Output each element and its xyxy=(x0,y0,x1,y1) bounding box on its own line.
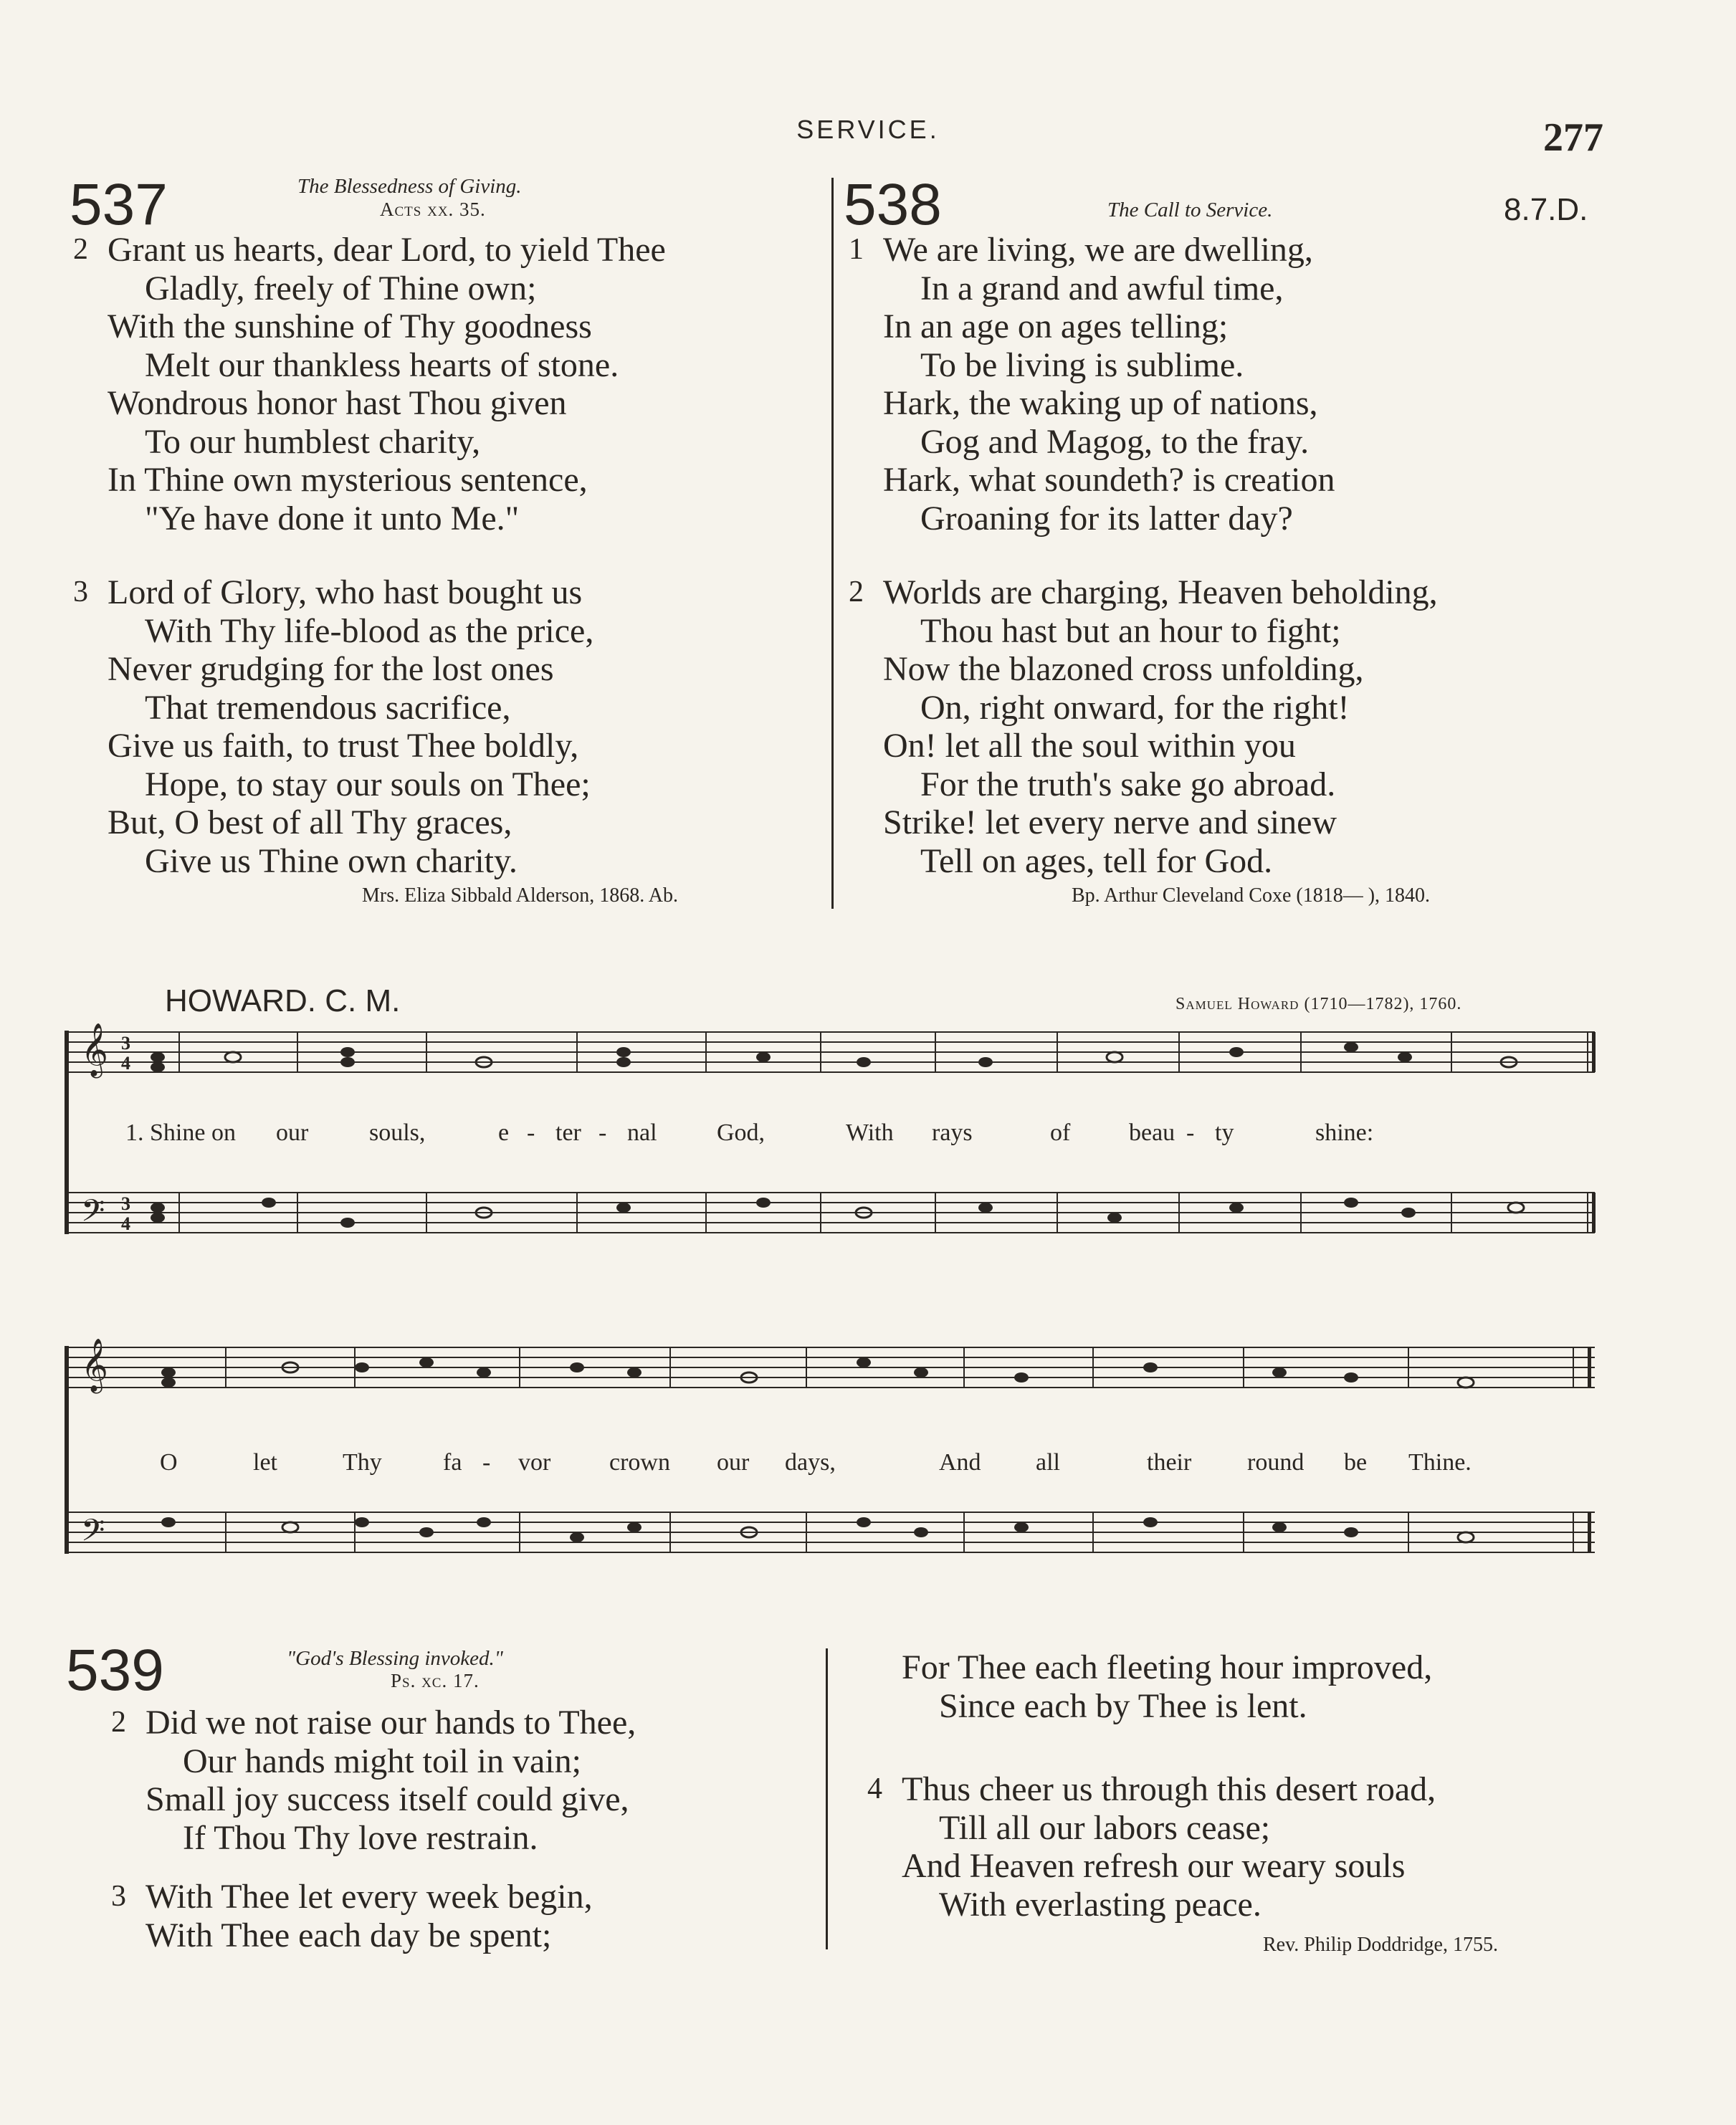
hymn-number: 538 xyxy=(844,172,942,237)
lyric-syllable: our xyxy=(276,1119,309,1146)
verse-line: Lord of Glory, who hast bought us xyxy=(108,573,583,611)
svg-text:𝄞: 𝄞 xyxy=(81,1023,108,1076)
verse-line: Tell on ages, tell for God. xyxy=(920,841,1273,880)
hymn-number: 537 xyxy=(70,172,168,237)
verse-line: Gladly, freely of Thine own; xyxy=(145,269,537,307)
verse-line: Grant us hearts, dear Lord, to yield Thee xyxy=(108,231,666,269)
verse-line: On, right onward, for the right! xyxy=(920,688,1350,727)
lyric-syllable: be xyxy=(1344,1449,1368,1476)
lyric-syllable: ty xyxy=(1215,1119,1234,1146)
verse-line: And Heaven refresh our weary souls xyxy=(902,1847,1406,1885)
verse-line: We are living, we are dwelling, xyxy=(883,231,1313,269)
lyric-syllable: - xyxy=(527,1119,535,1146)
lyric-syllable: beau xyxy=(1129,1119,1175,1146)
verse-line: Small joy success itself could give, xyxy=(146,1780,629,1818)
lyric-syllable: - xyxy=(598,1119,607,1146)
lyric-syllable: crown xyxy=(609,1449,670,1476)
author-attribution: Bp. Arthur Cleveland Coxe (1818— ), 1840. xyxy=(1072,884,1431,907)
verse-line: Did we not raise our hands to Thee, xyxy=(146,1704,636,1742)
lyric-syllable: With xyxy=(846,1119,894,1146)
svg-text:3: 3 xyxy=(121,1193,130,1214)
lyric-syllable: let xyxy=(253,1449,277,1476)
lyric-syllable: e xyxy=(498,1119,510,1146)
hymn-title: The Blessedness of Giving. xyxy=(297,175,522,198)
lyric-syllable: souls, xyxy=(369,1119,426,1146)
verse-line: With Thee each day be spent; xyxy=(146,1916,552,1954)
scripture-reference: Ps. xc. 17. xyxy=(391,1670,480,1691)
lyric-syllable: days, xyxy=(785,1449,836,1476)
verse-line: Never grudging for the lost ones xyxy=(108,650,554,688)
verse-line: If Thou Thy love restrain. xyxy=(183,1818,538,1857)
verse-line: "Ye have done it unto Me." xyxy=(145,499,520,538)
verse-line: Gog and Magog, to the fray. xyxy=(920,422,1310,461)
running-header: SERVICE. xyxy=(796,115,940,144)
lyric-syllable: all xyxy=(1036,1449,1060,1476)
verse-line: With everlasting peace. xyxy=(939,1885,1262,1924)
verse-line: With Thee let every week begin, xyxy=(146,1878,593,1916)
tune-name: HOWARD. C. M. xyxy=(165,983,401,1018)
lyric-syllable: - xyxy=(482,1449,491,1476)
verse-line: In a grand and awful time, xyxy=(920,269,1284,307)
stanza xyxy=(73,573,594,880)
verse-line: In Thine own mysterious sentence, xyxy=(108,461,588,499)
verse-line: With the sunshine of Thy goodness xyxy=(108,307,592,345)
lyric-syllable: O xyxy=(160,1449,178,1476)
verse-line: Since each by Thee is lent. xyxy=(939,1686,1307,1725)
stanza xyxy=(867,1770,1436,1924)
page-number: 277 xyxy=(1543,115,1603,160)
stanza-number: 4 xyxy=(867,1772,882,1805)
svg-text:𝄢: 𝄢 xyxy=(81,1513,105,1556)
verse-line: Give us faith, to trust Thee boldly, xyxy=(108,727,579,765)
verse-line: That tremendous sacrifice, xyxy=(145,688,511,727)
svg-text:𝄞: 𝄞 xyxy=(81,1339,108,1392)
svg-text:4: 4 xyxy=(121,1213,130,1234)
lyric-syllable: rays xyxy=(932,1119,973,1146)
scripture-reference: Acts xx. 35. xyxy=(380,199,486,220)
lyric-syllable: shine: xyxy=(1315,1119,1374,1146)
verse-line: To be living is sublime. xyxy=(920,345,1244,384)
lyric-syllable: Thine. xyxy=(1408,1449,1472,1476)
stanza xyxy=(111,1704,636,1857)
stanza-number: 2 xyxy=(73,233,88,266)
lyric-syllable: fa xyxy=(443,1449,462,1476)
verse-line: Till all our labors cease; xyxy=(939,1808,1271,1847)
stanza xyxy=(73,231,666,538)
lyric-syllable: 1. Shine on xyxy=(125,1119,236,1146)
verse-line: Our hands might toil in vain; xyxy=(183,1742,581,1780)
verse-line: Worlds are charging, Heaven beholding, xyxy=(883,573,1438,611)
verse-line: Groaning for its latter day? xyxy=(920,499,1293,538)
stanza-number: 2 xyxy=(849,576,864,608)
verse-line: Melt our thankless hearts of stone. xyxy=(145,345,619,384)
stanza-number: 3 xyxy=(111,1880,126,1913)
lyric-syllable: And xyxy=(939,1449,981,1476)
stanza xyxy=(902,1648,1432,1725)
lyrics-line-1 xyxy=(125,1119,1559,1147)
lyric-syllable: - xyxy=(1186,1119,1195,1146)
stanza xyxy=(111,1878,593,1954)
hymn-title: The Call to Service. xyxy=(1107,199,1273,221)
lyric-syllable: ter xyxy=(555,1119,581,1146)
stanza xyxy=(849,231,1335,538)
column-divider xyxy=(826,1648,828,1949)
verse-line: With Thy life-blood as the price, xyxy=(145,611,594,650)
verse-line: For the truth's sake go abroad. xyxy=(920,765,1336,803)
verse-line: Hark, what soundeth? is creation xyxy=(883,461,1335,499)
lyric-syllable: nal xyxy=(627,1119,657,1146)
author-attribution: Mrs. Eliza Sibbald Alderson, 1868. Ab. xyxy=(362,884,678,907)
verse-line: Give us Thine own charity. xyxy=(145,841,518,880)
hymn-title: "God's Blessing invoked." xyxy=(287,1647,503,1670)
svg-text:𝄢: 𝄢 xyxy=(81,1193,105,1236)
stanza xyxy=(849,573,1438,880)
lyric-syllable: God, xyxy=(717,1119,766,1146)
verse-line: But, O best of all Thy graces, xyxy=(108,803,512,841)
verse-line: Thus cheer us through this desert road, xyxy=(902,1770,1436,1808)
verse-line: Strike! let every nerve and sinew xyxy=(883,803,1337,841)
stanza-number: 3 xyxy=(73,576,88,608)
svg-text:3: 3 xyxy=(121,1033,130,1054)
lyric-syllable: vor xyxy=(518,1449,551,1476)
tune-composer: Samuel Howard (1710—1782), 1760. xyxy=(1175,995,1462,1013)
verse-line: To our humblest charity, xyxy=(145,422,481,461)
lyric-syllable: of xyxy=(1050,1119,1071,1146)
lyric-syllable: Thy xyxy=(343,1449,382,1476)
verse-line: In an age on ages telling; xyxy=(883,307,1229,345)
stanza-number: 1 xyxy=(849,233,864,266)
stanza-number: 2 xyxy=(111,1706,126,1739)
meter: 8.7.D. xyxy=(1504,192,1588,227)
author-attribution: Rev. Philip Doddridge, 1755. xyxy=(1263,1934,1498,1956)
verse-line: Thou hast but an hour to fight; xyxy=(920,611,1341,650)
lyric-syllable: their xyxy=(1147,1449,1192,1476)
verse-line: Now the blazoned cross unfolding, xyxy=(883,650,1364,688)
lyrics-line-2 xyxy=(160,1449,1579,1476)
verse-line: Hope, to stay our souls on Thee; xyxy=(145,765,591,803)
verse-line: Wondrous honor hast Thou given xyxy=(108,384,567,422)
verse-line: Hark, the waking up of nations, xyxy=(883,384,1318,422)
verse-line: On! let all the soul within you xyxy=(883,727,1296,765)
verse-line: For Thee each fleeting hour improved, xyxy=(902,1648,1433,1686)
lyric-syllable: round xyxy=(1247,1449,1305,1476)
svg-text:4: 4 xyxy=(121,1053,130,1074)
column-divider xyxy=(831,178,834,909)
lyric-syllable: our xyxy=(717,1449,750,1476)
hymn-number: 539 xyxy=(66,1638,164,1703)
